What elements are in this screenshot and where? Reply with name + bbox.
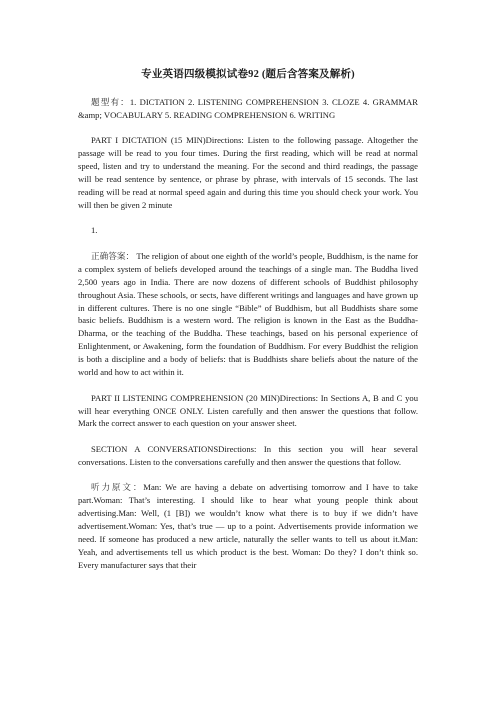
answer-text: The religion of about one eighth of the world’s people, Buddhism, is the name for a complex system of beliefs developed around the teachings of a single man. The Buddha lived 2,500 years ago in India. There are now dozens of different schools of Buddhist philosophy throughout Asia. These schools, or sects, have different writings and languages and have grown up in different cultures. There is no one single “Bible” of Buddhism, but all Buddhists share some basic beliefs. Buddhism is a western word. The religion is known in the East as the Buddha-Dharma, or the teaching of the Buddha. These teachings, based on his personal experience of Enlightenment, or Awakening, form the foundation of Buddhism. For every Buddhist the religion is both a discipline and a body of beliefs: that is Buddhists share beliefs about the nature of the world and how to act within it.: [78, 250, 418, 378]
transcript-text: Man: We are having a debate on advertising tomorrow and I have to take part.Woman: That’s interesting. I should like to hear what young people think about advertising.Man: Well, (1 [B]) we wouldn’t know what there is to buy if we didn’t have advertisement.Woman: Yes, that’s true — up to a point. Advertisements provide information we need. If someone has produced a new article, naturally the seller wants to tell us about it.Man: Yeah, and advertisements tell us which product is the best. Woman: Do they? I don’t think so. Every manufacturer says that their: [78, 482, 418, 570]
question-number: 1.: [91, 225, 98, 236]
transcript-paragraph: [78, 481, 418, 571]
transcript-label: 听力原文：: [91, 482, 144, 493]
document-title: 专业英语四级模拟试卷92 (题后含答案及解析): [141, 69, 355, 80]
part2-listening-paragraph: PART II LISTENING COMPREHENSION (20 MIN)Directions: In Sections A, B and C you will hear everything ONCE ONLY. Listen carefully and then answer the questions that follow. Mark the correct answer to each question on your answer sheet.: [78, 392, 418, 429]
section-a-paragraph: SECTION A CONVERSATIONSDirections: In this section you will hear several conversations. Listen to the conversations carefully and then answer the questions that follow.: [78, 443, 418, 467]
document-body: [78, 96, 418, 584]
question-types-line: 题型有：1. DICTATION 2. LISTENING COMPREHENSION 3. CLOZE 4. GRAMMAR &amp; VOCABULARY 5. READING COMPREHENSION 6. WRITING: [78, 97, 418, 120]
answer-paragraph: [78, 250, 418, 379]
part1-dictation-paragraph: PART I DICTATION (15 MIN)Directions: Listen to the following passage. Altogether the passage will be read to you four times. During the first reading, which will be read at normal speed, listen and try to understand the meaning. For the second and third readings, the passage will be read sentence by sentence, or phrase by phrase, with intervals of 15 seconds. The last reading will be read at normal speed again and during this time you should check your work. You will then be given 2 minute: [78, 135, 418, 210]
answer-label: 正确答案：: [91, 250, 135, 261]
